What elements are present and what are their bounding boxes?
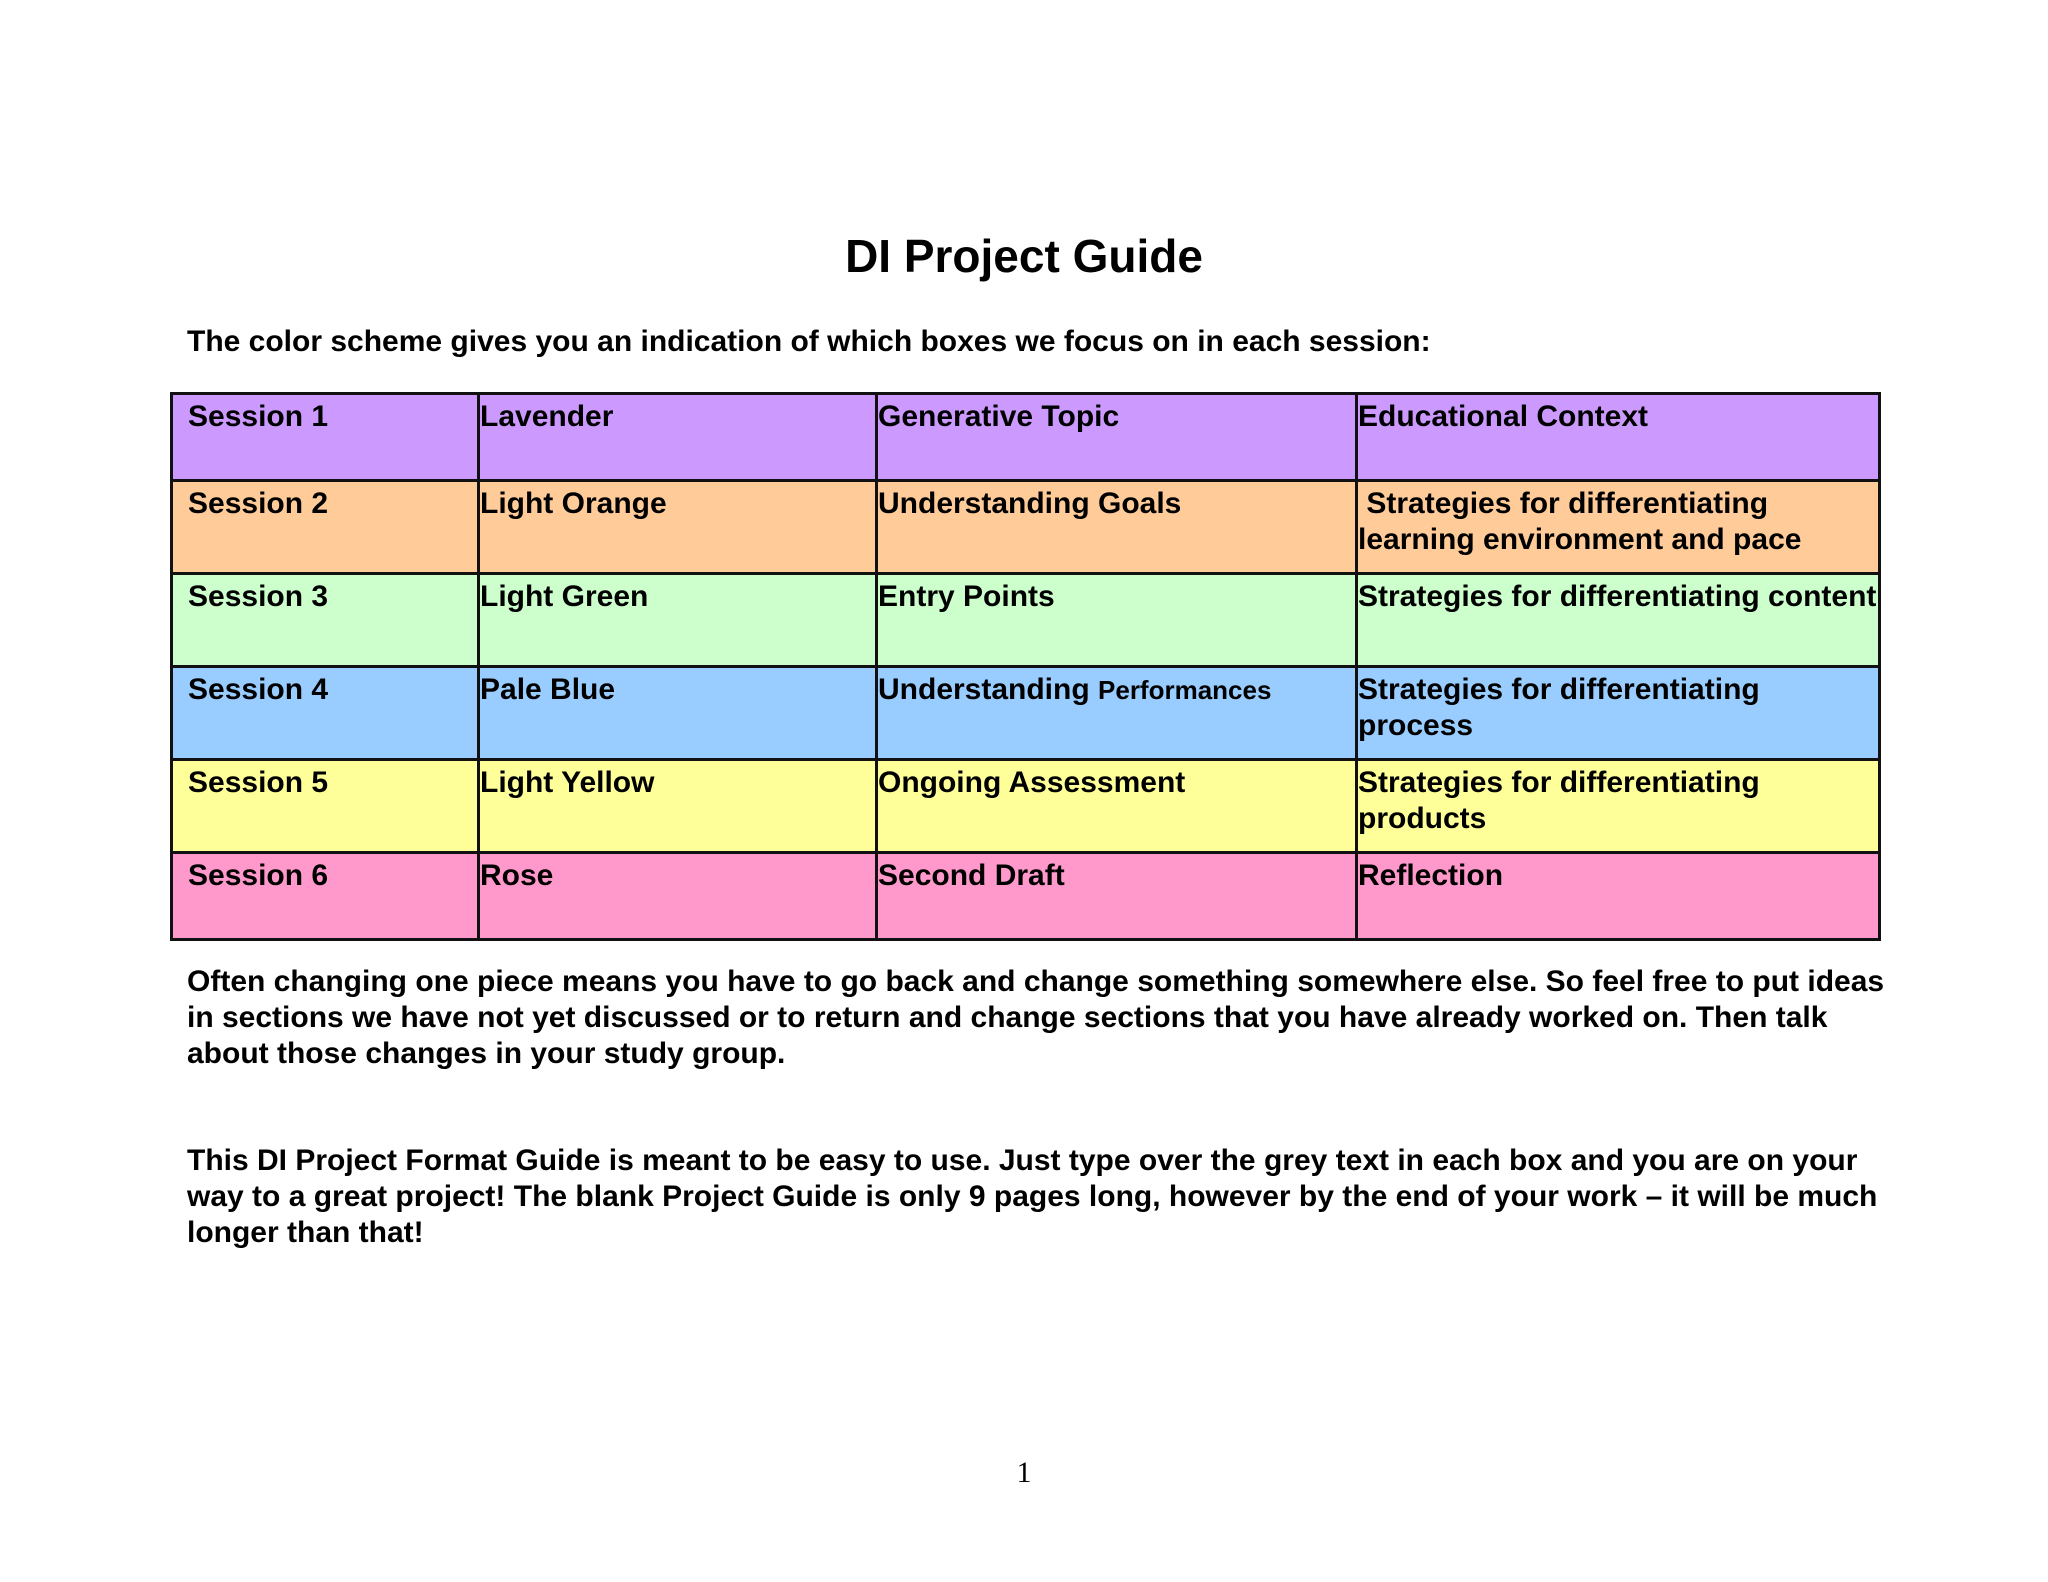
topic-cell [877, 481, 1357, 574]
focus-cell: Strategies for differentiating products [1357, 760, 1880, 853]
topic-cell [877, 760, 1357, 853]
topic-text: Understanding [878, 673, 1099, 706]
focus-cell: Strategies for differentiating learning environment and pace [1357, 481, 1880, 574]
table-row [172, 760, 1880, 853]
session-cell: Session 6 [172, 853, 479, 940]
session-cell: Session 5 [172, 760, 479, 853]
format-guide-paragraph: This DI Project Format Guide is meant to be easy to use. Just type over the grey text in each box and you are on your way to a great project! The blank Project Guide is only 9 pages long, however by the end of your work – it will be much longer than that! [187, 1144, 1878, 1249]
topic-cell [877, 394, 1357, 481]
topic-cell [877, 574, 1357, 667]
topic-text: Understanding Goals [878, 487, 1182, 520]
topic-text: Generative Topic [878, 400, 1120, 433]
table-row [172, 481, 1880, 574]
color-name-cell: Rose [479, 853, 877, 940]
focus-cell: Strategies for differentiating content [1357, 574, 1880, 667]
table-row [172, 853, 1880, 940]
page-number: 1 [1016, 1456, 1032, 1489]
session-cell: Session 1 [172, 394, 479, 481]
session-cell: Session 2 [172, 481, 479, 574]
color-name-cell: Pale Blue [479, 667, 877, 760]
focus-cell: Strategies for differentiating process [1357, 667, 1880, 760]
topic-cell [877, 667, 1357, 760]
table-row [172, 574, 1880, 667]
topic-cell [877, 853, 1357, 940]
color-name-cell: Light Orange [479, 481, 877, 574]
instructions-paragraph: Often changing one piece means you have to go back and change something somewhere else. So feel free to put ideas in sections we have not yet discussed or to return and change sections that you have already worked on. Then talk about those changes in your study group. [187, 965, 1885, 1070]
focus-cell: Reflection [1357, 853, 1880, 940]
topic-small-text: Performances [1098, 675, 1272, 705]
session-color-table [170, 392, 1881, 941]
topic-text: Second Draft [878, 859, 1065, 892]
table-row [172, 394, 1880, 481]
topic-text: Entry Points [878, 580, 1055, 613]
page-title: DI Project Guide [845, 230, 1203, 282]
color-name-cell: Lavender [479, 394, 877, 481]
focus-cell: Educational Context [1357, 394, 1880, 481]
session-cell: Session 4 [172, 667, 479, 760]
color-name-cell: Light Yellow [479, 760, 877, 853]
topic-text: Ongoing Assessment [878, 766, 1186, 799]
intro-text: The color scheme gives you an indication of which boxes we focus on in each session: [187, 325, 1431, 358]
color-name-cell: Light Green [479, 574, 877, 667]
table-row [172, 667, 1880, 760]
session-cell: Session 3 [172, 574, 479, 667]
